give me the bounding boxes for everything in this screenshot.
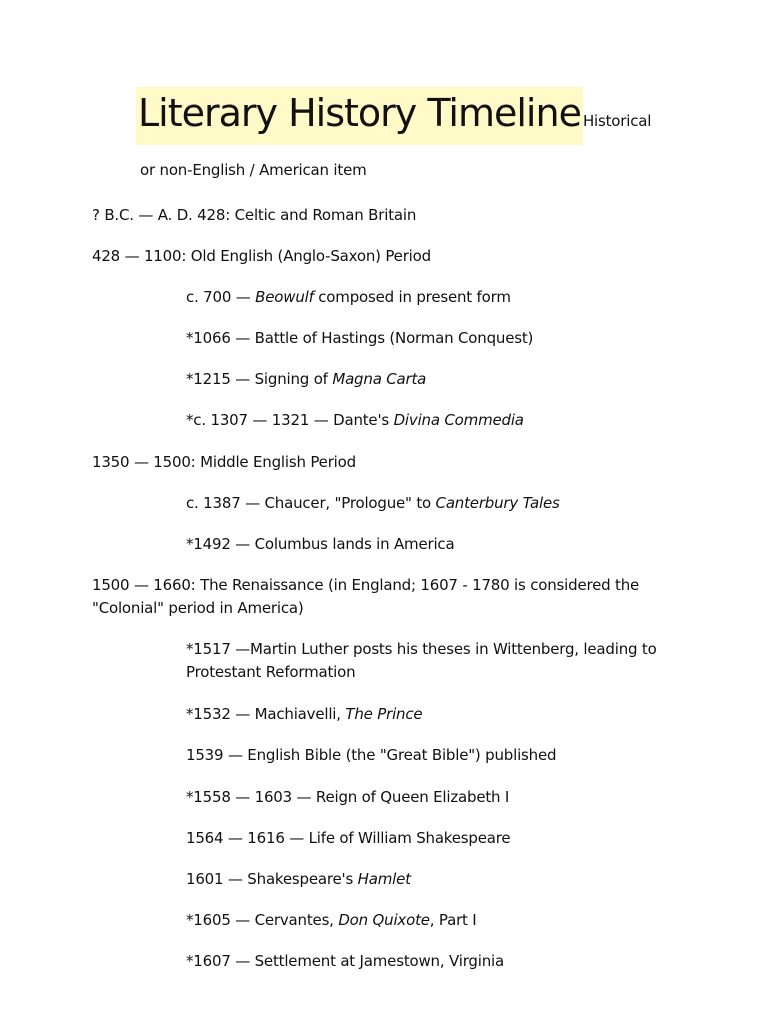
timeline-period: 1350 — 1500: Middle English Period <box>92 453 356 471</box>
timeline-event: *1605 — Cervantes, Don Quixote, Part I <box>186 911 477 929</box>
timeline-period: ? B.C. — A. D. 428: Celtic and Roman Britain <box>92 206 417 224</box>
timeline-event: *1517 —Martin Luther posts his theses in Wittenberg, leading to Protestant Reformation <box>186 640 657 681</box>
legend-note-start: Historical <box>582 112 652 130</box>
timeline-event: *c. 1307 — 1321 — Dante's Divina Commedia <box>186 411 524 429</box>
timeline-event: 1564 — 1616 — Life of William Shakespeare <box>186 829 511 847</box>
timeline-event: c. 700 — Beowulf composed in present form <box>186 288 511 306</box>
page-title: Literary History Timeline <box>136 87 583 145</box>
timeline-period: 428 — 1100: Old English (Anglo-Saxon) Period <box>92 247 431 265</box>
timeline-event: *1215 — Signing of Magna Carta <box>186 370 427 388</box>
timeline-event: 1539 — English Bible (the "Great Bible") published <box>186 746 557 764</box>
timeline-event: *1558 — 1603 — Reign of Queen Elizabeth I <box>186 788 510 806</box>
timeline-event: *1492 — Columbus lands in America <box>186 535 455 553</box>
legend-note-end: or non-English / American item <box>140 161 367 179</box>
timeline-event: *1066 — Battle of Hastings (Norman Conquest) <box>186 329 534 347</box>
timeline-period: 1500 — 1660: The Renaissance (in England; 1607 - 1780 is considered the "Colonial" period in America) <box>92 576 640 617</box>
timeline-event: *1532 — Machiavelli, The Prince <box>186 705 423 723</box>
timeline-event: *1607 — Settlement at Jamestown, Virginia <box>186 952 504 970</box>
timeline-event: c. 1387 — Chaucer, "Prologue" to Canterbury Tales <box>186 494 560 512</box>
title-line <box>138 93 698 141</box>
timeline-event: 1601 — Shakespeare's Hamlet <box>186 870 411 888</box>
